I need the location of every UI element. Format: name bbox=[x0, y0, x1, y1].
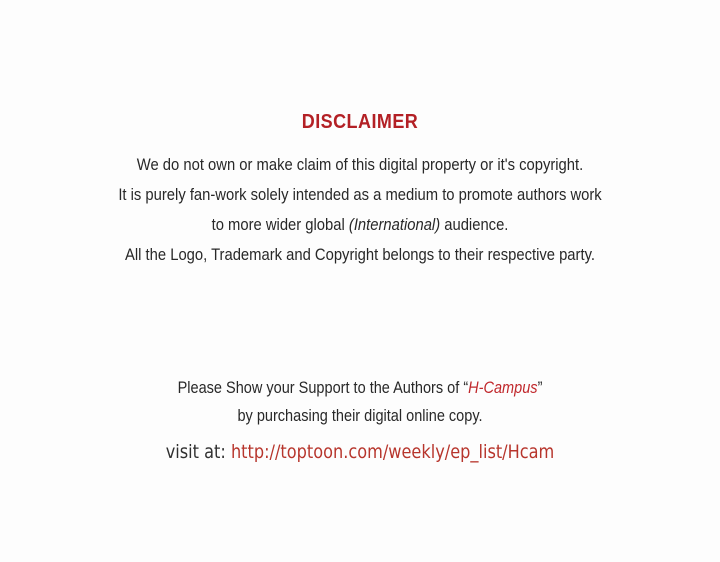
disclaimer-line-3-post: audience. bbox=[440, 215, 509, 234]
visit-line bbox=[54, 438, 666, 466]
international-emphasis: (International) bbox=[348, 215, 441, 234]
disclaimer-title: DISCLAIMER bbox=[301, 111, 419, 133]
support-line-1-pre: Please Show your Support to the Authors of “ bbox=[177, 379, 469, 397]
disclaimer-line-4: All the Logo, Trademark and Copyright belongs to their respective party. bbox=[125, 245, 595, 264]
support-line-1 bbox=[43, 374, 677, 402]
disclaimer-line-3 bbox=[47, 210, 673, 240]
disclaimer-line-2: It is purely fan-work solely intended as a medium to promote authors work bbox=[118, 185, 602, 204]
disclaimer-text-block bbox=[47, 150, 673, 270]
visit-label: visit at: bbox=[165, 441, 231, 463]
work-title: H-Campus bbox=[468, 379, 538, 397]
support-line-1-post: ” bbox=[537, 379, 543, 397]
disclaimer-line-3-pre: to more wider global bbox=[211, 215, 349, 234]
support-text-block bbox=[43, 374, 677, 430]
toptoon-url-link[interactable]: http://toptoon.com/weekly/ep_list/Hcam bbox=[230, 441, 555, 463]
disclaimer-line-1: We do not own or make claim of this digital property or it's copyright. bbox=[136, 155, 584, 174]
support-line-2: by purchasing their digital online copy. bbox=[237, 407, 483, 425]
